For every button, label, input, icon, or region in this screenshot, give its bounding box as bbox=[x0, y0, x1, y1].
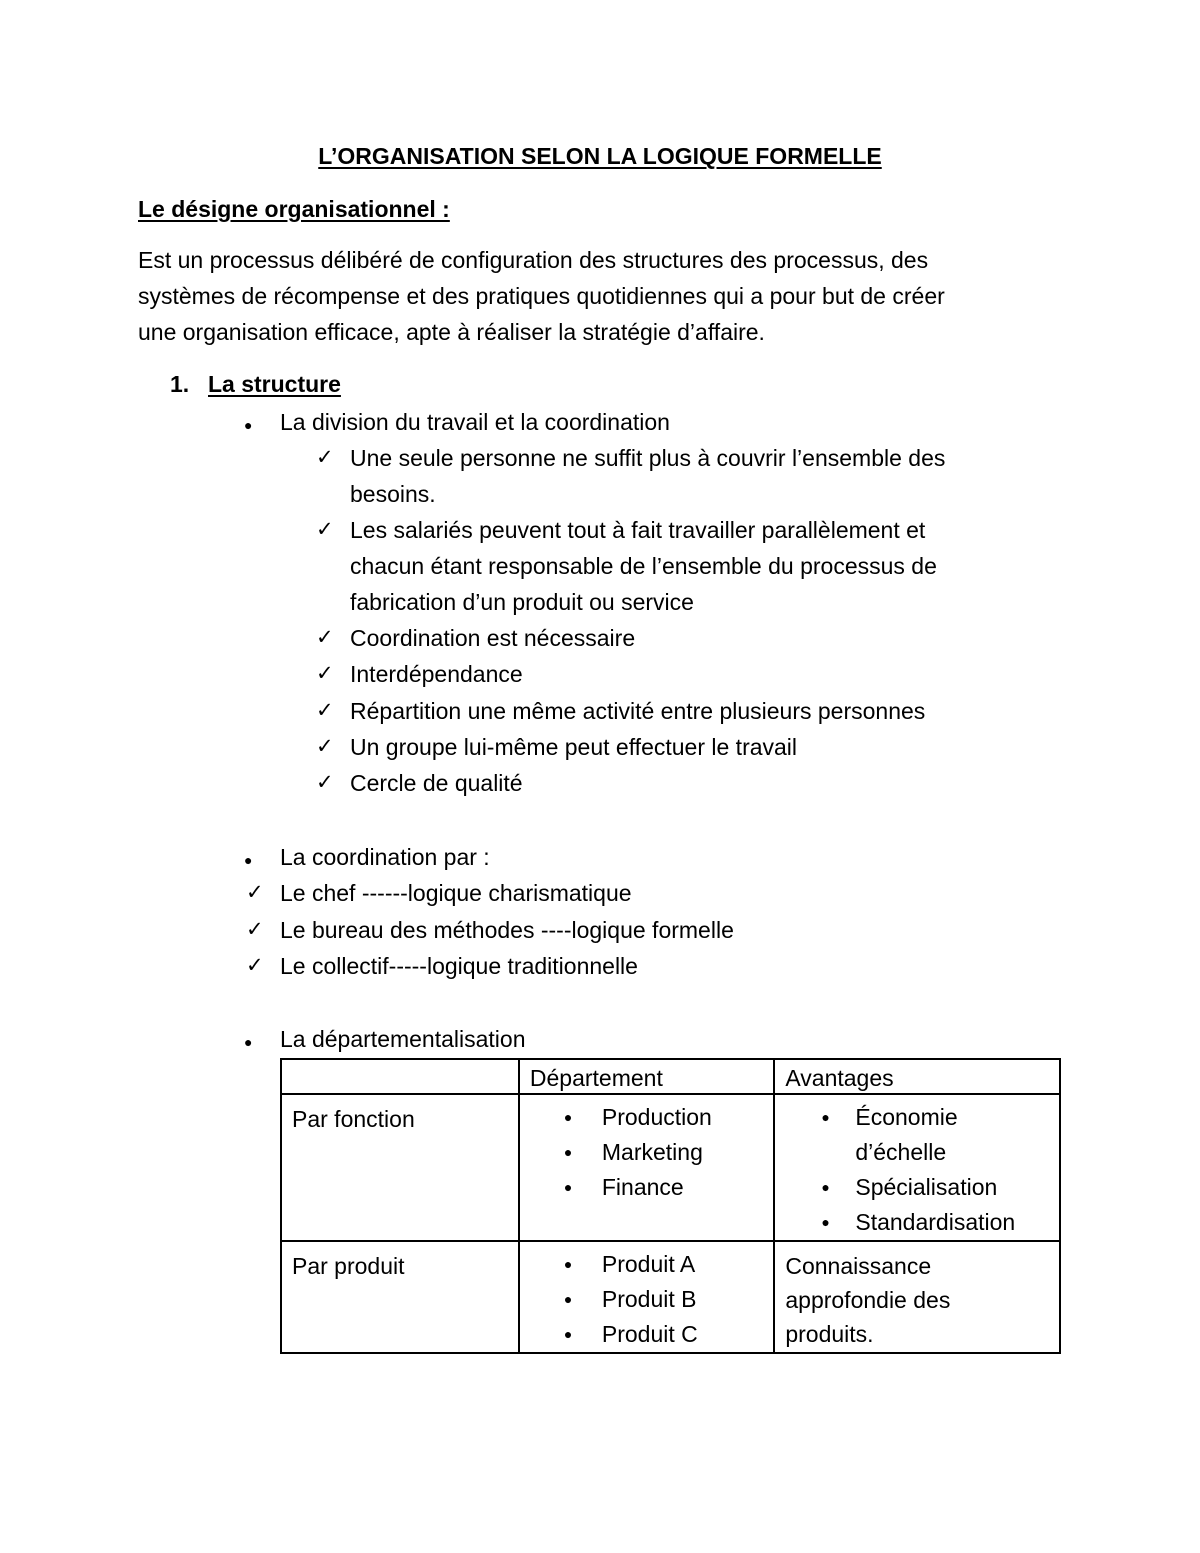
bullet-icon: ● bbox=[563, 1179, 573, 1195]
check-icon: ✓ bbox=[316, 735, 334, 758]
definition-line-3: une organisation efficace, apte à réaliser la stratégie d’affaire. bbox=[138, 319, 765, 345]
bullet-icon: ● bbox=[563, 1326, 573, 1342]
bullet-icon: ● bbox=[821, 1109, 830, 1125]
division-check-2-cont: chacun étant responsable de l’ensemble du processus de bbox=[350, 553, 937, 579]
check-icon: ✓ bbox=[316, 446, 334, 469]
list-item: ● Finance bbox=[520, 1170, 773, 1205]
table-cell-type: Par produit bbox=[281, 1241, 519, 1353]
bullet-icon: ● bbox=[244, 852, 253, 868]
coordination-check-1: Le chef ------logique charismatique bbox=[280, 880, 632, 906]
coordination-check-2: Le bureau des méthodes ----logique formelle bbox=[280, 917, 734, 943]
coordination-check-3: Le collectif-----logique traditionnelle bbox=[280, 953, 638, 979]
bullet-icon: ● bbox=[563, 1144, 573, 1160]
table-cell-advantages: Connaissance approfondie des produits. bbox=[774, 1241, 1060, 1353]
division-label: La division du travail et la coordination bbox=[280, 409, 670, 435]
bullet-icon: ● bbox=[563, 1109, 573, 1125]
section-heading: Le désigne organisationnel : bbox=[138, 196, 450, 222]
check-icon: ✓ bbox=[316, 771, 334, 794]
table-header-row bbox=[281, 1059, 1060, 1094]
check-icon: ✓ bbox=[316, 626, 334, 649]
division-check-6: Un groupe lui-même peut effectuer le travail bbox=[350, 734, 798, 760]
departementalisation-table bbox=[280, 1058, 1061, 1354]
table-row bbox=[281, 1241, 1060, 1353]
list-item: ● Produit C bbox=[520, 1317, 773, 1352]
definition-line-2: systèmes de récompense et des pratiques quotidiennes qui a pour but de créer bbox=[138, 283, 945, 309]
section-number: 1. bbox=[170, 371, 190, 397]
division-check-7: Cercle de qualité bbox=[350, 770, 523, 796]
division-check-2-cont2: fabrication d’un produit ou service bbox=[350, 589, 694, 615]
check-icon: ✓ bbox=[246, 954, 264, 977]
bullet-icon: ● bbox=[821, 1179, 830, 1195]
bullet-icon: ● bbox=[821, 1214, 830, 1230]
check-icon: ✓ bbox=[316, 699, 334, 722]
table-row bbox=[281, 1094, 1060, 1241]
check-icon: ✓ bbox=[246, 918, 264, 941]
table-header-cell: Avantages bbox=[774, 1059, 1060, 1094]
bullet-icon: ● bbox=[563, 1256, 573, 1272]
list-item: ● Spécialisation bbox=[775, 1170, 1059, 1205]
bullet-icon: ● bbox=[563, 1291, 573, 1307]
table-header-cell: Département bbox=[519, 1059, 774, 1094]
list-item: ● Produit A bbox=[520, 1247, 773, 1282]
table-cell-departments bbox=[519, 1241, 774, 1353]
check-icon: ✓ bbox=[316, 518, 334, 541]
division-check-1: Une seule personne ne suffit plus à couvrir l’ensemble des bbox=[350, 445, 946, 471]
definition-line-1: Est un processus délibéré de configuration des structures des processus, des bbox=[138, 247, 929, 273]
table-cell-type: Par fonction bbox=[281, 1094, 519, 1241]
table-header-cell bbox=[281, 1059, 519, 1094]
list-item: ● Produit B bbox=[520, 1282, 773, 1317]
list-item: ● Économie d’échelle bbox=[775, 1100, 1059, 1170]
table-cell-departments bbox=[519, 1094, 774, 1241]
division-check-3: Coordination est nécessaire bbox=[350, 625, 636, 651]
division-check-1-cont: besoins. bbox=[350, 481, 436, 507]
division-check-5: Répartition une même activité entre plusieurs personnes bbox=[350, 698, 926, 724]
section-label: La structure bbox=[208, 371, 341, 397]
check-icon: ✓ bbox=[246, 881, 264, 904]
check-icon: ✓ bbox=[316, 662, 334, 685]
bullet-icon: ● bbox=[244, 417, 253, 433]
departementalisation-label: La départementalisation bbox=[280, 1026, 526, 1052]
bullet-icon: ● bbox=[244, 1034, 253, 1050]
list-item: ● Production bbox=[520, 1100, 773, 1135]
coordination-label: La coordination par : bbox=[280, 844, 490, 870]
table-cell-advantages bbox=[774, 1094, 1060, 1241]
division-check-2: Les salariés peuvent tout à fait travailler parallèlement et bbox=[350, 517, 926, 543]
list-item: ● Marketing bbox=[520, 1135, 773, 1170]
list-item: ● Standardisation bbox=[775, 1205, 1059, 1240]
division-check-4: Interdépendance bbox=[350, 661, 523, 687]
page-title: L’ORGANISATION SELON LA LOGIQUE FORMELLE bbox=[318, 143, 882, 169]
